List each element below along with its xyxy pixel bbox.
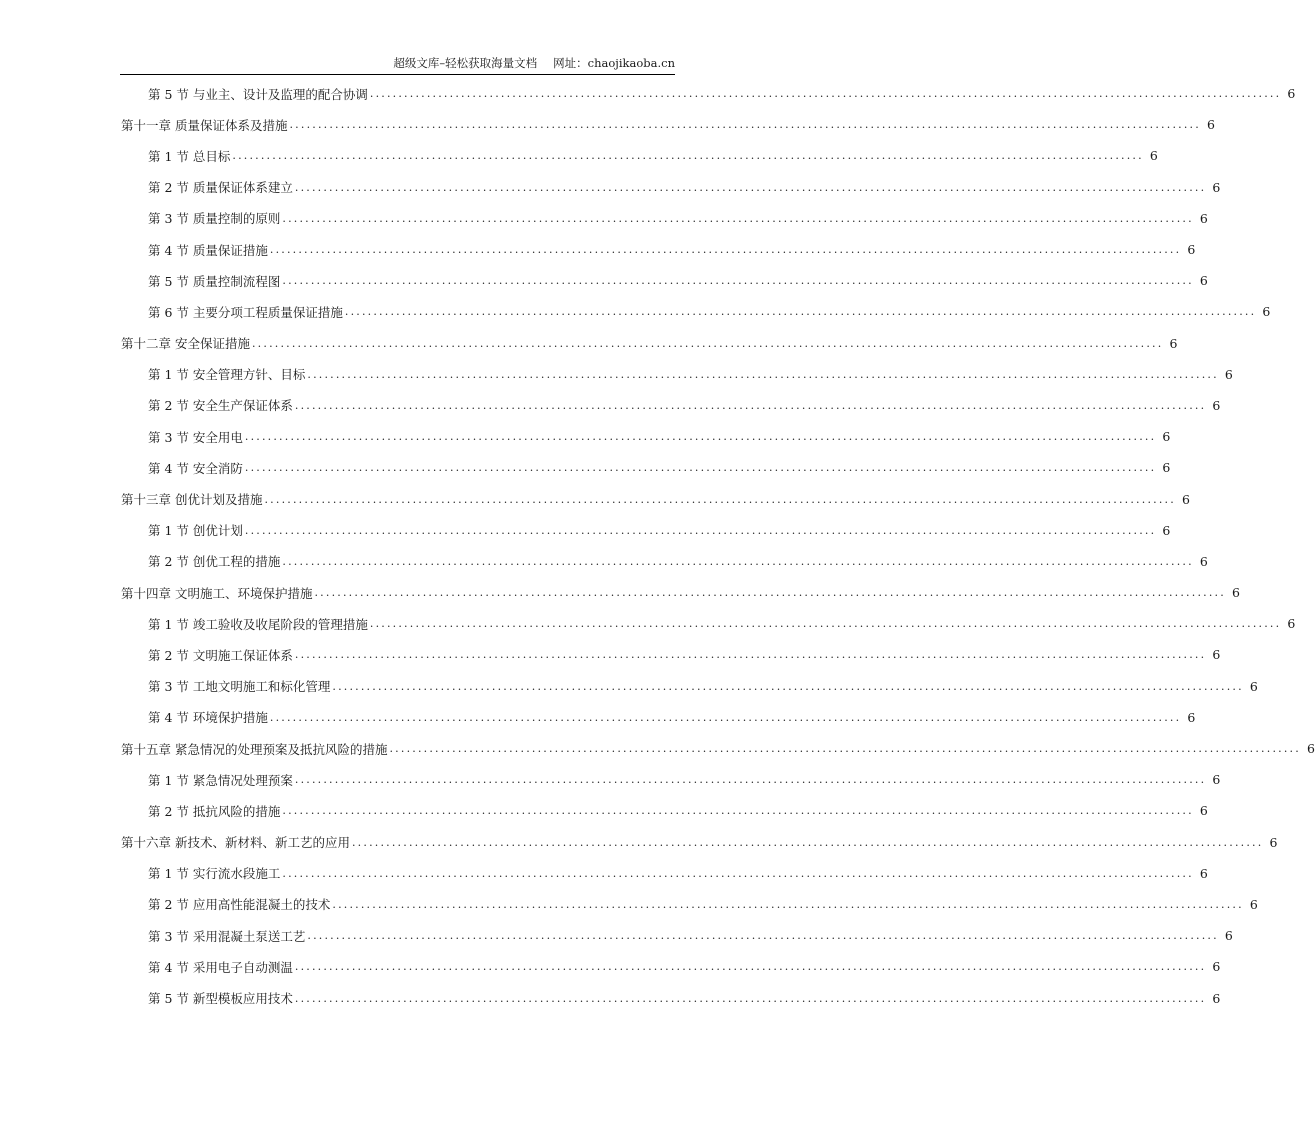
dot-leader: ................................................................................................................................................................: [294, 960, 1207, 974]
header-site: 网址：chaojikaoba.cn: [553, 56, 675, 70]
toc-entry-title: 第 4 节 采用电子自动测温: [148, 959, 293, 975]
dot-leader: ................................................................................................................................................................: [269, 243, 1182, 257]
dot-leader: ................................................................................................................................................................: [282, 804, 1194, 818]
dot-leader: ................................................................................................................................................................: [307, 929, 1219, 943]
dot-leader: ................................................................................................................................................................: [282, 274, 1194, 288]
toc-section-entry[interactable]: [0, 421, 1171, 452]
dot-leader: ................................................................................................................................................................: [282, 866, 1194, 880]
toc-page-number: 6: [1149, 148, 1158, 164]
toc-page-number: 6: [1224, 366, 1233, 382]
toc-section-entry[interactable]: [0, 78, 1296, 109]
toc-entry-title: 第 1 节 实行流水段施工: [148, 866, 281, 882]
dot-leader: ................................................................................................................................................................: [332, 679, 1244, 693]
toc-section-entry[interactable]: [0, 546, 1208, 577]
toc-section-entry[interactable]: [0, 951, 1221, 982]
toc-entry-title: 第 1 节 总目标: [148, 148, 231, 164]
toc-chapter-entry[interactable]: [0, 733, 1315, 764]
toc-page-number: 6: [1162, 522, 1171, 538]
toc-page-number: 6: [1269, 834, 1278, 850]
dot-leader: ................................................................................................................................................................: [232, 149, 1144, 163]
toc-entry-title: 第 2 节 创优工程的措施: [148, 554, 281, 570]
toc-page-number: 6: [1212, 959, 1221, 975]
toc-section-entry[interactable]: [0, 140, 1158, 171]
toc-entry-title: 第 4 节 质量保证措施: [148, 242, 268, 258]
toc-entry-title: 第十三章 创优计划及措施: [121, 492, 263, 508]
toc-page-number: 6: [1212, 647, 1221, 663]
toc-chapter-entry[interactable]: [0, 483, 1190, 514]
toc-entry-title: 第 1 节 紧急情况处理预案: [148, 772, 293, 788]
toc-page-number: 6: [1199, 273, 1208, 289]
toc-section-entry[interactable]: [0, 359, 1233, 390]
dot-leader: ................................................................................................................................................................: [251, 336, 1164, 350]
toc-page-number: 6: [1187, 242, 1196, 258]
toc-page-number: 6: [1224, 928, 1233, 944]
dot-leader: ................................................................................................................................................................: [294, 773, 1207, 787]
dot-leader: ................................................................................................................................................................: [244, 523, 1157, 537]
dot-leader: ................................................................................................................................................................: [294, 991, 1207, 1005]
toc-section-entry[interactable]: [0, 172, 1221, 203]
dot-leader: ................................................................................................................................................................: [369, 87, 1282, 101]
toc-page-number: 6: [1262, 304, 1271, 320]
dot-leader: ................................................................................................................................................................: [314, 586, 1226, 600]
toc-entry-title: 第 3 节 安全用电: [148, 429, 243, 445]
toc-section-entry[interactable]: [0, 671, 1258, 702]
toc-section-entry[interactable]: [0, 702, 1196, 733]
toc-entry-title: 第十五章 紧急情况的处理预案及抵抗风险的措施: [121, 741, 388, 757]
table-of-contents: [0, 78, 1315, 1014]
toc-chapter-entry[interactable]: [0, 109, 1215, 140]
toc-page-number: 6: [1162, 460, 1171, 476]
dot-leader: ................................................................................................................................................................: [294, 398, 1207, 412]
toc-page-number: 6: [1181, 491, 1190, 507]
toc-chapter-entry[interactable]: [0, 328, 1178, 359]
toc-page-number: 6: [1212, 990, 1221, 1006]
toc-section-entry[interactable]: [0, 764, 1221, 795]
dot-leader: ................................................................................................................................................................: [351, 835, 1264, 849]
toc-section-entry[interactable]: [0, 203, 1208, 234]
toc-page-number: 6: [1249, 678, 1258, 694]
dot-leader: ................................................................................................................................................................: [294, 648, 1207, 662]
dot-leader: ................................................................................................................................................................: [307, 367, 1219, 381]
toc-entry-title: 第 2 节 应用高性能混凝土的技术: [148, 897, 331, 913]
toc-page-number: 6: [1212, 772, 1221, 788]
toc-section-entry[interactable]: [0, 452, 1171, 483]
toc-entry-title: 第 5 节 质量控制流程图: [148, 273, 281, 289]
toc-page-number: 6: [1199, 210, 1208, 226]
toc-page-number: 6: [1212, 397, 1221, 413]
toc-page-number: 6: [1199, 803, 1208, 819]
toc-section-entry[interactable]: [0, 639, 1221, 670]
dot-leader: ................................................................................................................................................................: [344, 305, 1257, 319]
dot-leader: ................................................................................................................................................................: [264, 492, 1176, 506]
toc-entry-title: 第十六章 新技术、新材料、新工艺的应用: [121, 835, 350, 851]
toc-entry-title: 第 3 节 采用混凝土泵送工艺: [148, 928, 306, 944]
dot-leader: ................................................................................................................................................................: [269, 710, 1182, 724]
toc-section-entry[interactable]: [0, 265, 1208, 296]
dot-leader: ................................................................................................................................................................: [282, 211, 1194, 225]
toc-entry-title: 第 3 节 工地文明施工和标化管理: [148, 679, 331, 695]
dot-leader: ................................................................................................................................................................: [389, 742, 1301, 756]
toc-entry-title: 第 4 节 环境保护措施: [148, 710, 268, 726]
dot-leader: ................................................................................................................................................................: [332, 897, 1244, 911]
page-header: [120, 55, 675, 75]
toc-page-number: 6: [1169, 335, 1178, 351]
toc-section-entry[interactable]: [0, 889, 1258, 920]
toc-entry-title: 第 6 节 主要分项工程质量保证措施: [148, 304, 343, 320]
toc-section-entry[interactable]: [0, 920, 1233, 951]
dot-leader: ................................................................................................................................................................: [369, 617, 1282, 631]
toc-entry-title: 第 2 节 抵抗风险的措施: [148, 803, 281, 819]
toc-page-number: 6: [1231, 585, 1240, 601]
dot-leader: ................................................................................................................................................................: [294, 180, 1207, 194]
toc-page-number: 6: [1287, 616, 1296, 632]
toc-page-number: 6: [1162, 429, 1171, 445]
dot-leader: ................................................................................................................................................................: [244, 461, 1157, 475]
toc-section-entry[interactable]: [0, 296, 1271, 327]
toc-entry-title: 第十一章 质量保证体系及措施: [121, 117, 288, 133]
header-title: 超级文库–轻松获取海量文档: [393, 56, 538, 70]
toc-entry-title: 第十二章 安全保证措施: [121, 336, 250, 352]
toc-entry-title: 第 5 节 新型模板应用技术: [148, 991, 293, 1007]
toc-page-number: 6: [1212, 179, 1221, 195]
toc-section-entry[interactable]: [0, 982, 1221, 1013]
toc-page-number: 6: [1306, 741, 1315, 757]
toc-page-number: 6: [1199, 865, 1208, 881]
toc-section-entry[interactable]: [0, 234, 1196, 265]
toc-chapter-entry[interactable]: [0, 827, 1278, 858]
dot-leader: ................................................................................................................................................................: [244, 430, 1157, 444]
toc-entry-title: 第 4 节 安全消防: [148, 460, 243, 476]
toc-entry-title: 第 3 节 质量控制的原则: [148, 211, 281, 227]
toc-section-entry[interactable]: [0, 515, 1171, 546]
toc-entry-title: 第 5 节 与业主、设计及监理的配合协调: [148, 86, 368, 102]
toc-page-number: 6: [1287, 86, 1296, 102]
toc-entry-title: 第 1 节 安全管理方针、目标: [148, 367, 306, 383]
toc-section-entry[interactable]: [0, 390, 1221, 421]
toc-page-number: 6: [1206, 117, 1215, 133]
toc-section-entry[interactable]: [0, 858, 1208, 889]
dot-leader: ................................................................................................................................................................: [282, 554, 1194, 568]
toc-entry-title: 第 1 节 竣工验收及收尾阶段的管理措施: [148, 616, 368, 632]
toc-entry-title: 第 2 节 质量保证体系建立: [148, 180, 293, 196]
toc-entry-title: 第十四章 文明施工、环境保护措施: [121, 585, 313, 601]
toc-section-entry[interactable]: [0, 795, 1208, 826]
toc-page-number: 6: [1249, 896, 1258, 912]
toc-page-number: 6: [1187, 709, 1196, 725]
toc-page-number: 6: [1199, 553, 1208, 569]
toc-entry-title: 第 1 节 创优计划: [148, 523, 243, 539]
dot-leader: ................................................................................................................................................................: [289, 118, 1201, 132]
toc-section-entry[interactable]: [0, 608, 1296, 639]
toc-chapter-entry[interactable]: [0, 577, 1240, 608]
toc-entry-title: 第 2 节 安全生产保证体系: [148, 398, 293, 414]
toc-entry-title: 第 2 节 文明施工保证体系: [148, 647, 293, 663]
